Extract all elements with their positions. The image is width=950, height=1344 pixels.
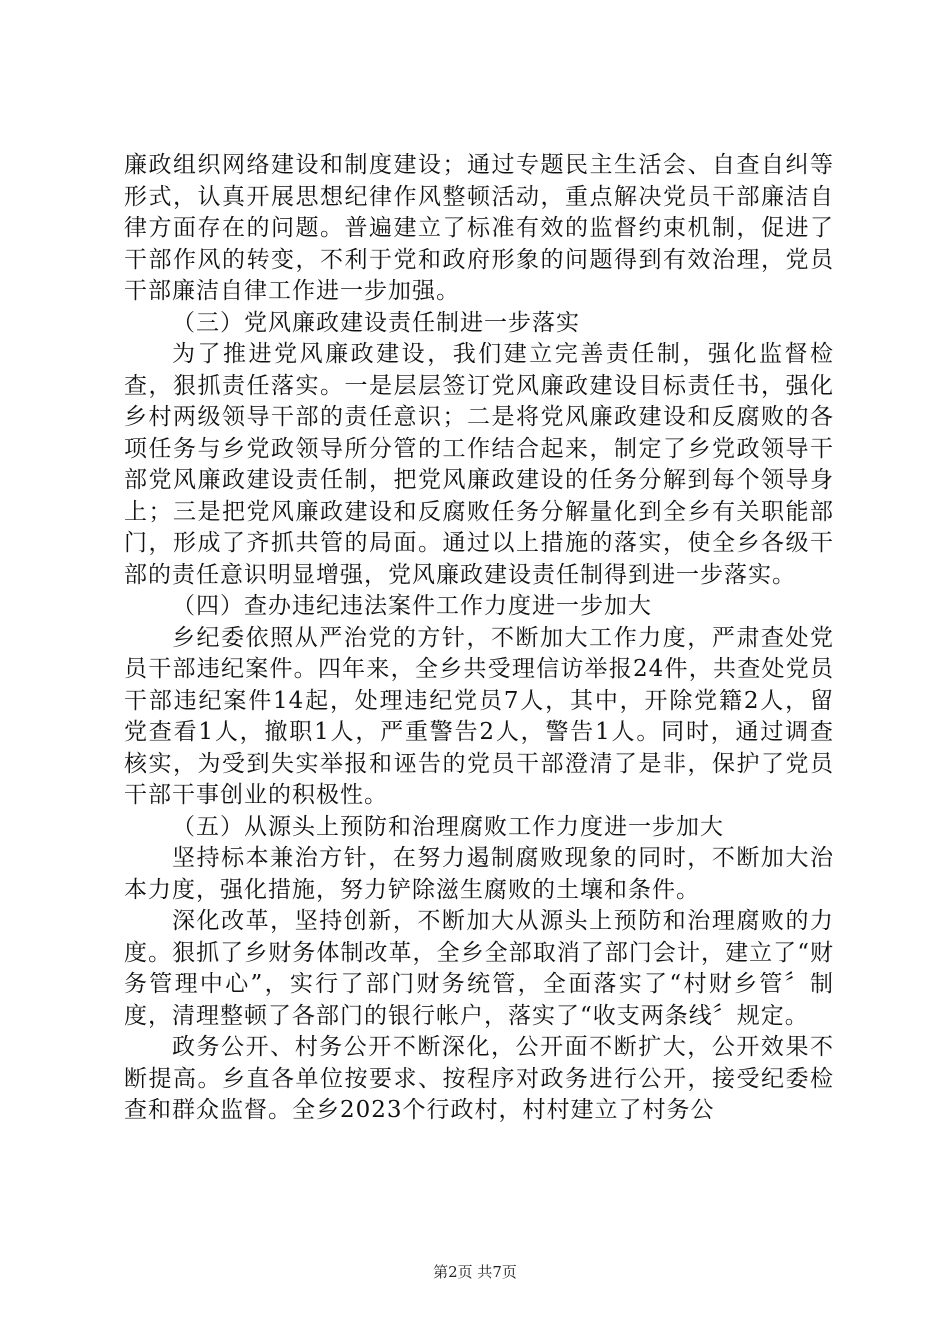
paragraph-continuation: 廉政组织网络建设和制度建设；通过专题民主生活会、自查自纠等形式，认真开展思想纪律作风整顿活动，重点解决党员干部廉洁自律方面存在的问题。普遍建立了标准有效的监督约束机制，促进了干部作风的转变，不利于党和政府形象的问题得到有效治理，党员干部廉洁自律工作进一步加强。 [124, 152, 834, 304]
paragraph: 为了推进党风廉政建设，我们建立完善责任制，强化监督检查，狠抓责任落实。一是层层签订党风廉政建设目标责任书，强化乡村两级领导干部的责任意识；二是将党风廉政建设和反腐败的各项任务与乡党政领导所分管的工作结合起来，制定了乡党政领导干部党风廉政建设责任制，把党风廉政建设的任务分解到每个领导身上；三是把党风廉政建设和反腐败任务分解量化到全乡有关职能部门，形成了齐抓共管的局面。通过以上措施的落实，使全乡各级干部的责任意识明显增强，党风廉政建设责任制得到进一步落实。 [124, 341, 834, 588]
paragraph: 深化改革，坚持创新，不断加大从源头上预防和治理腐败的力度。狠抓了乡财务体制改革，全乡全部取消了部门会计，建立了“财务管理中心”，实行了部门财务统管，全面落实了“村财乡管〞制度，清理整顿了各部门的银行帐户，落实了“收支两条线〞规定。 [124, 908, 834, 1029]
paragraph: 坚持标本兼治方针，在努力遏制腐败现象的同时，不断加大治本力度，强化措施，努力铲除滋生腐败的土壤和条件。 [124, 845, 834, 903]
page-footer: 第2页 共7页 [433, 1263, 517, 1281]
document-body [124, 150, 834, 1127]
section-heading-4: （四）查办违纪违法案件工作力度进一步加大 [172, 593, 652, 619]
paragraph: 政务公开、村务公开不断深化，公开面不断扩大，公开效果不断提高。乡直各单位按要求、按程序对政务进行公开，接受纪委检查和群众监督。全乡2023个行政村，村村建立了村务公 [124, 1034, 834, 1123]
section-heading-3: （三）党风廉政建设责任制进一步落实 [172, 309, 580, 336]
paragraph: 乡纪委依照从严治党的方针，不断加大工作力度，严肃查处党员干部违纪案件。四年来，全乡共受理信访举报24件，共查处党员干部违纪案件14起，处理违纪党员7人，其中，开除党籍2人，留党查看1人，撤职1人，严重警告2人，警告1人。同时，通过调查核实，为受到失实举报和诬告的党员干部澄清了是非，保护了党员干部干事创业的积极性。 [124, 624, 834, 808]
section-heading-5: （五）从源头上预防和治理腐败工作力度进一步加大 [172, 813, 724, 840]
